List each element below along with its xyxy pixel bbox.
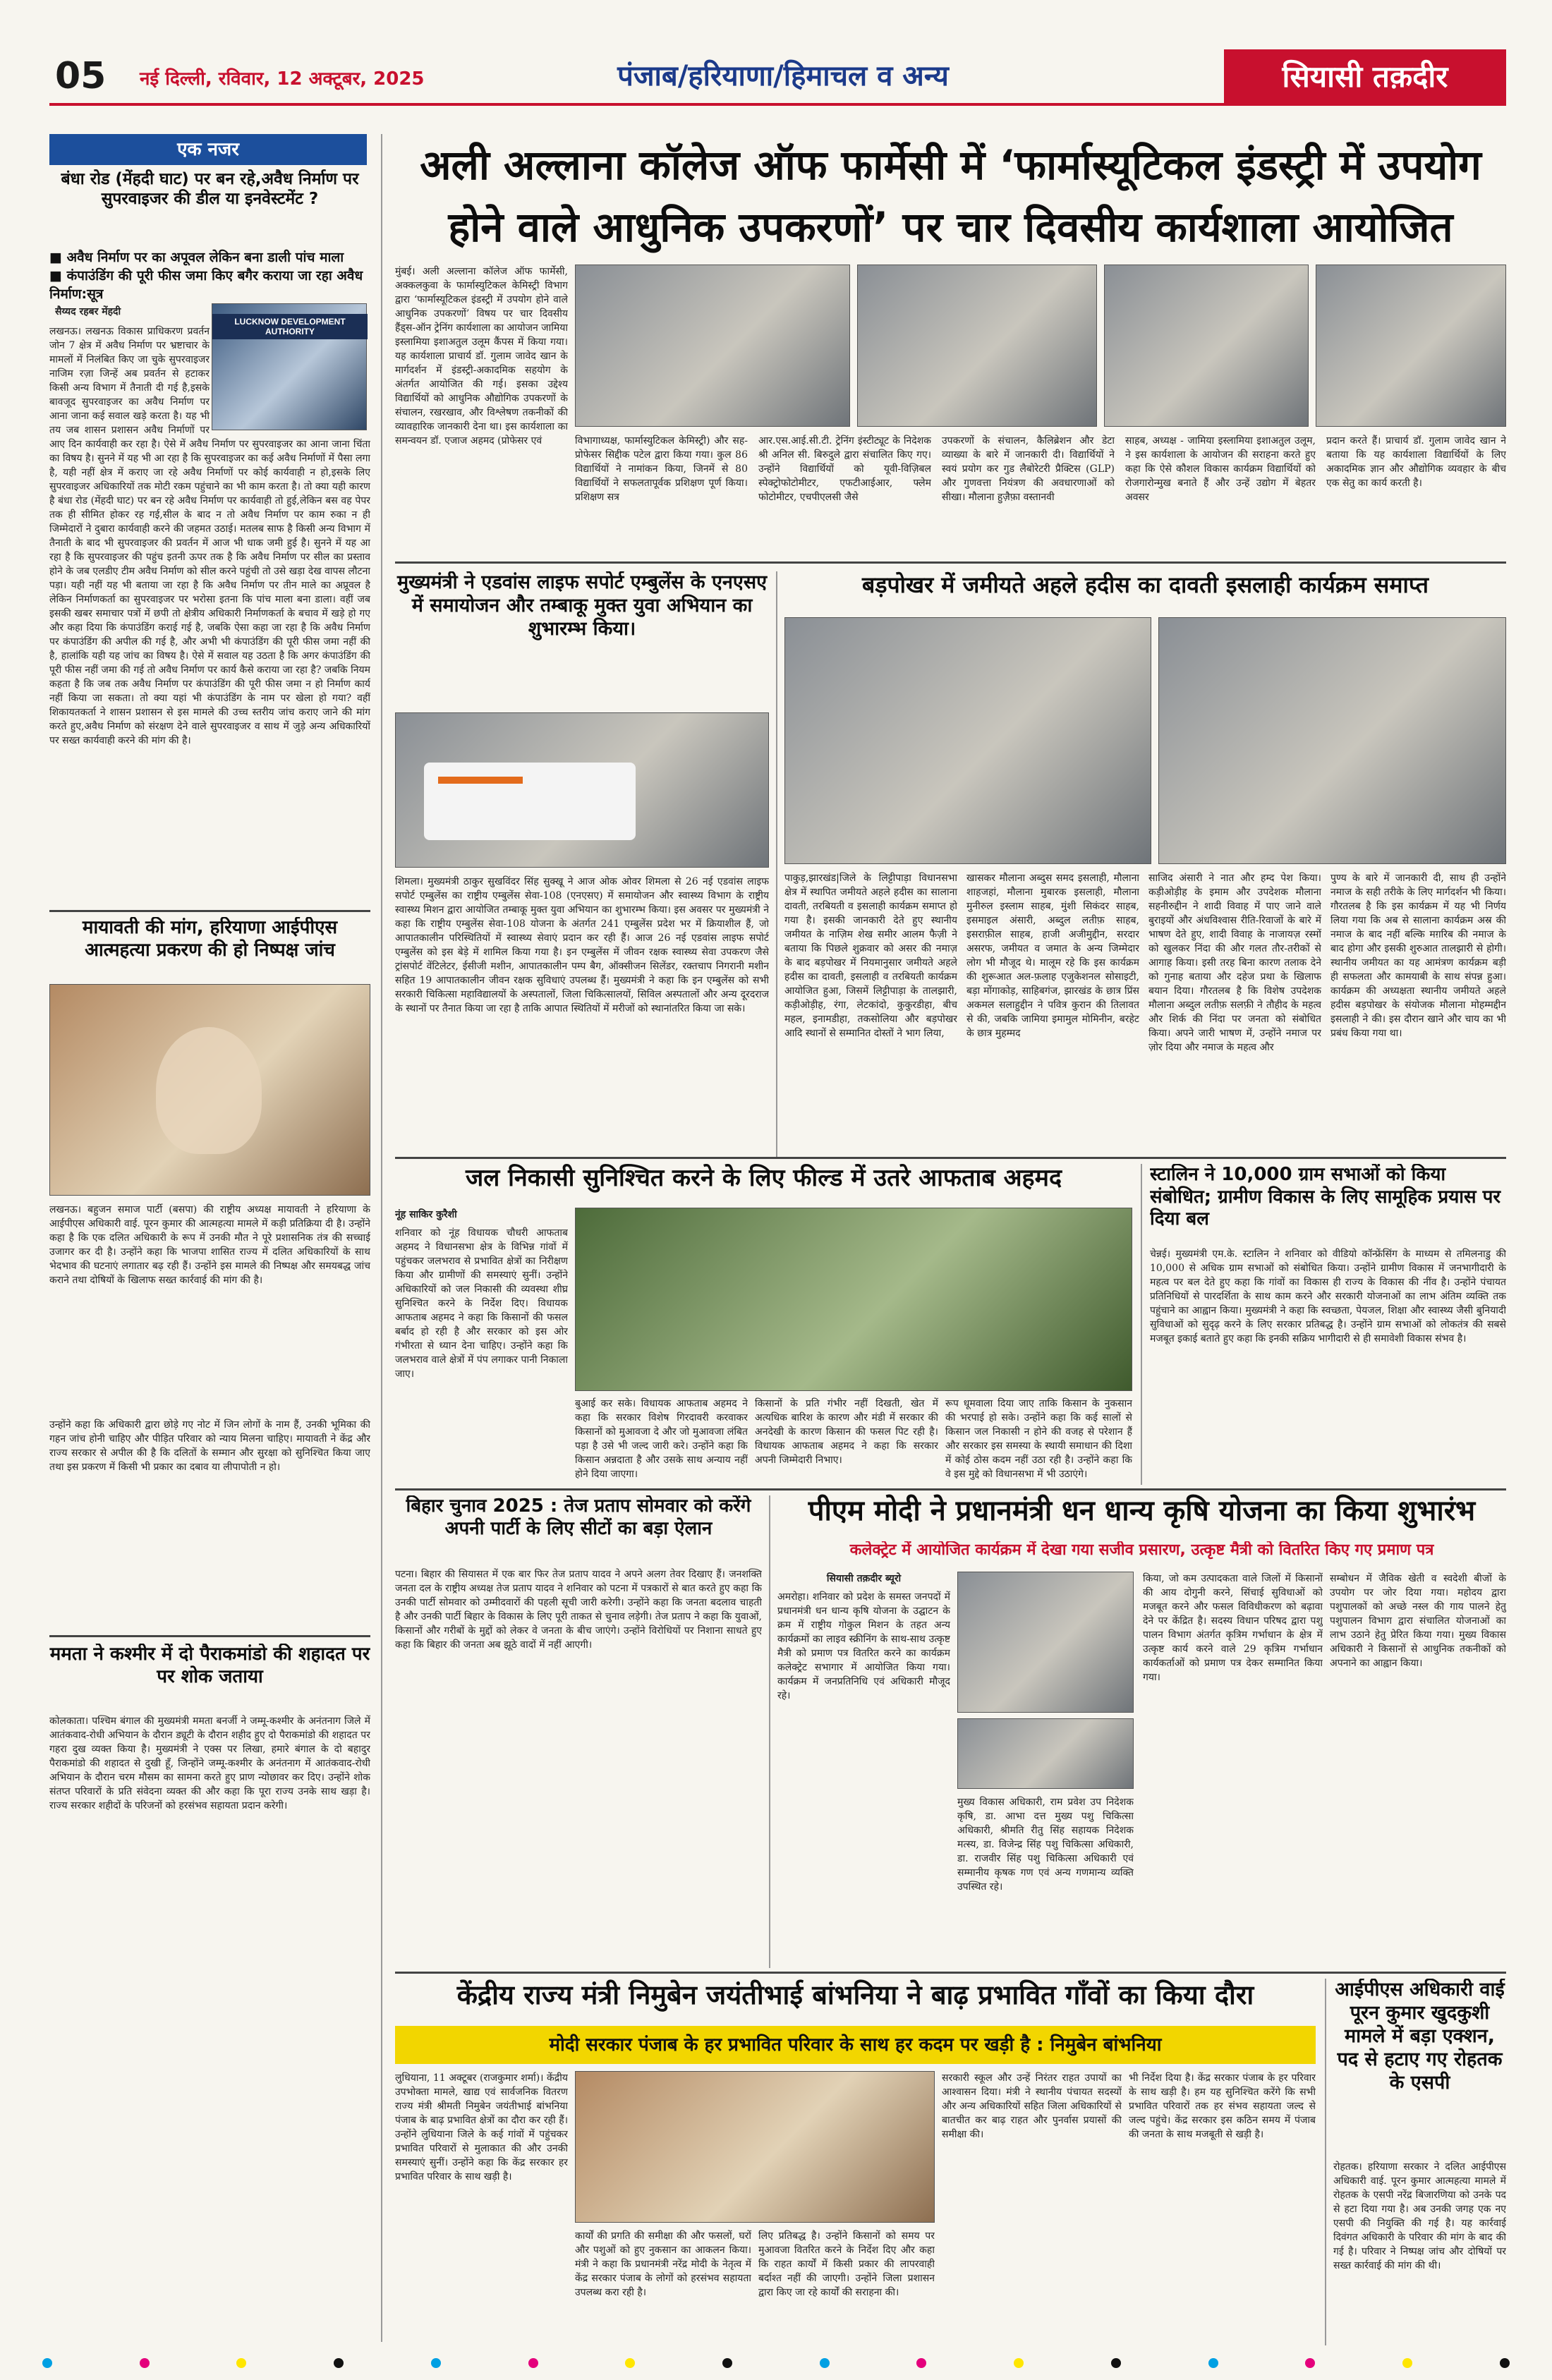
divider <box>49 910 370 912</box>
aftab-field-photo <box>575 1208 1132 1391</box>
pm-modi-headline: पीएम मोदी ने प्रधानमंत्री धन धान्य कृषि योजना का किया शुभारंभ <box>808 1495 1476 1527</box>
nimuben-col-2: कार्यों की प्रगति की समीक्षा की और फसलों, घरों और पशुओं को हुए नुकसान का आकलन किया। मंत्री ने कहा कि प्रधानमंत्री नरेंद्र मोदी के नेतृत्व में केंद्र सरकार पंजाब के लोगों को हरसंभव सहायता उपलब्ध करा रही है। <box>575 2230 751 2298</box>
mayawati-headline: मायावती की मांग, हरियाणा आईपीएस आत्महत्या प्रकरण की हो निष्पक्ष जांच <box>82 917 338 961</box>
magenta-dot <box>916 2358 926 2368</box>
cyan-dot <box>42 2358 52 2368</box>
badpokhar-col-2: खासकर मौलाना अब्दुस समद इसलाही, मौलाना शाहजहां, मौलाना मुबारक इसलाही, मौलाना मुनीरुल इस्लाम साहब, मुंशी सिकंदर साहब, इसमाइल अंसारी, अब्दुल लतीफ़ साहब, इसराफ़ील साहब, हाजी अजीमुद्दीन, सरदार असरफ, जमीयत व जमात के अन्य जिम्मेदार लोग भी मौजूद थे। मालूम रहे कि इस कार्यक्रम की शुरूआत अल-फ़लाह एजुकेशनल सोसाइटी, बड़ा मोंगाकोड़, साहिबगंज, झारखंड के छात्र प्रिंस अकमल सलाहुद्दीन ने पवित्र कुरान की तिलावत से की, जबकि जामिया इमामुल मोमिनीन, बरहेट के छात्र मुहम्मद <box>966 873 1139 1039</box>
aftab-col-2: बुआई कर सके। विधायक आफताब अहमद ने कहा कि सरकार विशेष गिरदावरी करवाकर किसानों को मुआवजा दे और जो मुआवजा लंबित पड़ा है उसे भी जल्द जारी करे। उन्होंने कहा कि किसान अन्नदाता है और उसके साथ अन्याय नहीं होने दिया जाएगा। <box>575 1398 748 1480</box>
cyan-dot <box>431 2358 441 2368</box>
pm-modi-col-4: सम्बोधन में जैविक खेती व स्वदेशी बीजों के उपयोग पर जोर दिया गया। महोदय द्वारा पशुपालकों को अच्छे नस्ल की गाय पालने हेतु पशुपालन विभाग द्वारा संचालित योजनाओं का लाभ उठाने हेतु प्रेरित किया गया। मुख्य विकास अधिकारी ने किसानों से आधुनिक तकनीकों को अपनाने का आह्वान किया। <box>1330 1573 1506 1669</box>
cyan-dot <box>820 2358 830 2368</box>
gathering-photo-1 <box>784 617 1151 864</box>
pm-modi-byline: सियासी तक़दीर ब्यूरो <box>826 1573 902 1584</box>
yellow-dot <box>1014 2358 1024 2368</box>
lead-col-1: मुंबई। अली अल्लाना कॉलेज ऑफ फार्मेसी, अक्कलकुवा के फार्मास्युटिकल केमिस्ट्री विभाग द्वारा ‘फार्मास्यूटिकल इंडस्ट्री में उपयोग होने वाले आधुनिक उपकरणों’ विषय पर चार दिवसीय हैंड्स-ऑन ट्रेनिंग कार्यशाला का आयोजन जामिया इस्लामिया इशाअतुल उलूम कैंपस में किया गया। यह कार्यशाला प्राचार्य डॉ. गुलाम जावेद खान के मार्गदर्शन में इंडस्ट्री-अकादमिक सहयोग के अंतर्गत आयोजित की गई। इसका उद्देश्य विद्यार्थियों को आधुनिक औद्योगिक उपकरणों के संचालन, रखरखाव, और विश्लेषण तकनीकों की व्यावहारिक जानकारी देना था। इस कार्यशाला का समन्वयन डॉ. एजाज अहमद (प्रोफेसर एवं <box>395 266 568 447</box>
badpokhar-col-4: पुण्य के बारे में जानकारी दी, साथ ही उन्होंने नमाज के सही तरीके के लिए मार्गदर्शन भी किया। गौरतलब है कि इस कार्यक्रम में यह भी निर्णय लिया गया कि अब से सालाना कार्यक्रम अस्र की नमाज के बाद नहीं बल्कि मग़रिब की नमाज के बाद होगा और इसकी शुरुआत तालझारी से होगी। स्थानीय जमीयत का यह आमंत्रण कार्यक्रम बड़ी ही सफलता और कामयाबी के साथ संपन्न हुआ। कार्यक्रम की अध्यक्षता स्थानीय जमीयते अहले हदीस बड़पोखर के संयोजक मौलाना मोहम्मद्दीन इसलाही ने की। इस दौरान खाने और चाय का भी प्रबंध किया गया था। <box>1330 873 1506 1039</box>
lead-headline: अली अल्लाना कॉलेज ऑफ फार्मेसी में ‘फार्मास्यूटिकल इंडस्ट्री में उपयोग होने वाले आधुनिक उपकरणों’ पर चार दिवसीय कार्यशाला आयोजित <box>420 141 1481 251</box>
nimuben-visit-photo <box>575 2071 935 2223</box>
bihar-headline: बिहार चुनाव 2025 : तेज प्रताप सोमवार को करेंगे अपनी पार्टी के लिए सीटों का बड़ा ऐलान <box>406 1495 751 1539</box>
nimuben-col-4: सरकारी स्कूल और उन्हें निरंतर राहत उपायों का आश्वासन दिया। मंत्री ने स्थानीय पंचायत सदस्यों और अन्य अधिकारियों सहित जिला अधिकारियों से बातचीत कर बाढ़ राहत और पुनर्वास प्रयासों की समीक्षा की। <box>942 2072 1122 2140</box>
divider <box>395 1488 1506 1490</box>
column-rule <box>769 1495 770 1968</box>
yellow-dot <box>625 2358 635 2368</box>
print-registration-bar <box>0 2355 1552 2372</box>
bihar-body: पटना। बिहार की सियासत में एक बार फिर तेज प्रताप यादव ने अपने अलग तेवर दिखाए हैं। जनशक्ति जनता दल के राष्ट्रीय अध्यक्ष तेज प्रताप यादव ने शनिवार को पटना में पत्रकारों से बात करते हुए कहा कि उनकी पार्टी सोमवार को उम्मीदवारों की पहली सूची जारी करेगी। उन्होंने कहा कि जनता बदलाव चाहती है और उनकी पार्टी बिहार के विकास के लिए पूरी ताकत से चुनाव लड़ेगी। तेज प्रताप ने कहा कि युवाओं, किसानों और गरीबों के मुद्दों को लेकर वे जनता के बीच जाएंगे। उन्होंने विरोधियों पर निशाना साधते हुए कहा कि बिहार की जनता अब झूठे वादों में नहीं आएगी। <box>395 1569 762 1651</box>
badpokhar-headline: बड़पोखर में जमीयते अहले हदीस का दावती इसलाही कार्यक्रम समाप्त <box>862 571 1429 598</box>
lead-col-2: विभागाध्यक्ष, फार्मास्युटिकल केमिस्ट्री) और सह-प्रोफेसर सिद्दीक पटेल द्वारा किया गया। कुल 86 विद्यार्थियों ने नामांकन किया, जिनमें से 80 विद्यार्थियों ने सफलतापूर्वक प्रशिक्षण पूर्ण किया। प्रशिक्षण सत्र <box>575 435 748 503</box>
badpokhar-col-3: साजिद अंसारी ने नात और हम्द पेश किया। कड़ीओड़ीह के इमाम और उपदेशक मौलाना सहनीरुद्दीन ने शादी विवाह में पाए जाने वाले बुराइयों और अंधविश्वास रीति-रिवाजों के बारे में भाषण देते हुए, शादी विवाह के नाजायज़ रस्मों को खुलकर निंदा की और गलत तौर-तरीकों से आगाह किया। इसी तरह बिना कारण तलाक देने को गुनाह बताया और दहेज प्रथा के खिलाफ बयान दिया। गौरतलब है कि विशेष उपदेशक मौलाना अब्दुल लतीफ़ सलफ़ी ने तौहीद के महत्व और शिर्क की निंदा पर जनता को संबोधित किया। अपने जारी भाषण में, उन्होंने नमाज पर ज़ोर दिया और नमाज के महत्व और <box>1148 873 1321 1053</box>
ips-body: रोहतक। हरियाणा सरकार ने दलित आईपीएस अधिकारी वाई. पूरन कुमार आत्महत्या मामले में रोहतक के एसपी नरेंद्र बिजारणिया को उनके पद से हटा दिया गया है। अब उनकी जगह एक नए एसपी की नियुक्ति की गई है। यह कार्रवाई दिवंगत अधिकारी के परिवार की मांग के बाद की गई है। परिवार ने निष्पक्ष जांच और दोषियों पर सख्त कार्रवाई की मांग की थी। <box>1333 2161 1506 2271</box>
pm-event-photo-2 <box>957 1718 1134 1789</box>
newspaper-brand: सियासी तक़दीर <box>1224 49 1506 104</box>
mayawati-figure <box>156 1027 262 1154</box>
nimuben-col-1: लुधियाना, 11 अक्टूबर (राजकुमार शर्मा)। केंद्रीय उपभोक्ता मामले, खाद्य एवं सार्वजनिक वितरण राज्य मंत्री श्रीमती निमुबेन जयंतीभाई बांभनिया पंजाब के बाढ़ प्रभावित क्षेत्रों का दौरा कर रही हैं। उन्होंने लुधियाना जिले के कई गांवों में पहुंचकर प्रभावित परिवारों से मुलाकात की और उनकी समस्याएं सुनीं। उन्होंने कहा कि केंद्र सरकार हर प्रभावित परिवार के साथ खड़ी है। <box>395 2072 568 2182</box>
cm-ambulance-headline: मुख्यमंत्री ने एडवांस लाइफ सपोर्ट एम्बुलेंस के एनएसए में समायोजन और तम्बाकू मुक्त युवा अभियान का शुभारम्भ किया। <box>396 571 768 640</box>
magenta-dot <box>528 2358 538 2368</box>
photo-spacer <box>210 324 370 432</box>
aftab-byline: नूंह साकिर कुरैशी <box>395 1209 457 1220</box>
lead-col-6: प्रदान करते हैं। प्राचार्य डॉ. गुलाम जावेद खान ने बताया कि यह कार्यशाला विद्यार्थियों के लिए अकादमिक ज्ञान और औद्योगिक व्यवहार के बीच एक सेतु का कार्य करती है। <box>1326 435 1506 489</box>
yellow-dot <box>1402 2358 1412 2368</box>
lead-col-4: उपकरणों के संचालन, कैलिब्रेशन और डेटा व्याख्या के बारे में जानकारी दी। विद्यार्थियों ने स्वयं प्रयोग कर गुड लैबोरेटरी प्रैक्टिस (GLP) और गुणवत्ता नियंत्रण की अवधारणाओं को सीखा। मौलाना हुज़ैफ़ा वस्तानवी <box>942 435 1115 503</box>
divider <box>49 1635 370 1637</box>
nimuben-col-5: भी निर्देश दिया है। केंद्र सरकार पंजाब के हर परिवार के साथ खड़ी है। हम यह सुनिश्चित करेंगे कि सभी प्रभावित परिवारों तक हर संभव सहायता जल्द से जल्द पहुंचे। केंद्र सरकार इस कठिन समय में पंजाब की जनता के साथ मजबूती से खड़ी है। <box>1129 2072 1316 2140</box>
date-line: नई दिल्ली, रविवार, 12 अक्टूबर, 2025 <box>140 68 425 90</box>
aftab-headline: जल निकासी सुनिश्चित करने के लिए फील्ड में उतरे आफताब अहमद <box>465 1164 1062 1192</box>
stalin-headline: स्टालिन ने 10,000 ग्राम सभाओं को किया संबोधित; ग्रामीण विकास के लिए सामूहिक प्रयास पर दिया बल <box>1150 1164 1501 1230</box>
ek-nazar-label: एक नजर <box>49 134 367 165</box>
lead-col-3: आर.एस.आई.सी.टी. ट्रेनिंग इंस्टीट्यूट के निदेशक श्री अनिल सी. बिरुदुले द्वारा संचालित किए गए। उन्होंने विद्यार्थियों को यूवी-विज़िबल स्पेक्ट्रोफोटोमीटर, एफटीआईआर, फ्लेम फोटोमीटर, एचपीएलसी जैसे <box>758 435 931 503</box>
badpokhar-col-1: पाकुड़,झारखंड|जिले के लिट्टीपाड़ा विधानसभा क्षेत्र में स्थापित जमीयते अहले हदीस का सालाना दावती, तरबियती व इसलाही कार्यक्रम समाप्त हो गया है। इसकी जानकारी देते हुए स्थानीय जमीयत के नाज़िम शेख समीर आलम फैज़ी ने बताया कि पिछले शुक्रवार को असर की नमाज़ के बाद बड़पोखर में नियमानुसार जमीयते अहले हदीस का दावती, इसलाही व तरबियती कार्यक्रम आयोजित हुआ, जिसमें लिट्टीपाड़ा के तालझारी, कड़ीओड़ीह, रंगा, लेटकांदो, कुकुरडीहा, बीच महल, इनामडीहा, तकसोलिया और बड़पोखर आदि स्थानों से सम्मानित दोस्तों ने भाग लिया, <box>784 873 957 1039</box>
black-dot <box>722 2358 732 2368</box>
aftab-col-1: शनिवार को नूंह विधायक चौधरी आफताब अहमद ने विधानसभा क्षेत्र के विभिन्न गांवों में पहुंचकर जलभराव से प्रभावित क्षेत्रों का निरीक्षण किया और ग्रामीणों की समस्याएं सुनीं। उन्होंने अधिकारियों को जल निकासी की व्यवस्था शीघ्र सुनिश्चित करने के निर्देश दिए। विधायक आफताब अहमद ने कहा कि किसानों की फसल बर्बाद हो रही है और सरकार को इस ओर गंभीरता से ध्यान देना चाहिए। उन्होंने कहा कि जलभराव वाले क्षेत्रों में पंप लगाकर पानी निकाला जाए। <box>395 1227 568 1380</box>
magenta-dot <box>140 2358 150 2368</box>
cm-ambulance-body: शिमला। मुख्यमंत्री ठाकुर सुखविंदर सिंह सुक्खू ने आज ओक ओवर शिमला से 26 नई एडवांस लाइफ सपोर्ट एम्बुलेंस का राष्ट्रीय एम्बुलेंस सेवा-108 (एनएसए) में समायोजन और स्वास्थ्य विभाग के राष्ट्रीय स्वास्थ्य मिशन द्वारा आयोजित तम्बाकू मुक्त युवा अभियान का शुभारम्भ किया। इस अवसर पर मुख्यमंत्री ने कहा कि राष्ट्रीय एम्बुलेंस सेवा-108 योजना के अंतर्गत 241 एम्बुलेंस प्रदेश भर में क्रियाशील हैं, जो आपातकालीन परिस्थितियों में स्वास्थ्य सेवाएं प्रदान कर रही हैं। आज 26 नई एडवांस लाइफ सपोर्ट एम्बुलेंस को इस बेड़े में शामिल किया गया है। इन एम्बुलेंस में जीवन रक्षक स्वास्थ्य सेवा उपकरण जैसे ट्रांसपोर्ट वेंटिलेटर, ईसीजी मशीन, आपातकालीन पम्प बैग, ऑक्सीजन सिलेंडर, रक्तचाप निगरानी मशीन सहित 19 आपातकालीन जीवन रक्षक सुविधाएं उपलब्ध हैं। मुख्यमंत्री ने कहा कि इन एम्बुलेंस को सभी सरकारी चिकित्सा महाविद्यालयों के अस्पतालों, जिला चिकित्सालयों, सिविल अस्पतालों और अन्य दूरदराज के स्थानों पर तैनात किया जा रहा है ताकि आपात स्थितियों में मरीजों को स्थानांतरित किया जा सके। <box>395 876 769 1014</box>
pm-modi-col-3: किया, जो कम उत्पादकता वाले जिलों में किसानों की आय दोगुनी करने, सिंचाई सुविधाओं को मजबूत करने और फसल विविधीकरण को बढ़ावा देने पर केंद्रित है। सदस्य विधान परिषद द्वारा पशु पालन विभाग अंतर्गत कृत्रिम गर्भाधान के क्षेत्र में उत्कृष्ट कार्य करने वाले 29 कृत्रिम गर्भाधान कार्यकर्ताओं को प्रमाण पत्र देकर सम्मानित किया गया। <box>1143 1573 1323 1683</box>
mamata-headline: ममता ने कश्मीर में दो पैराकमांडो की शहादत पर पर शोक जताया <box>49 1644 370 1687</box>
workshop-photo-3 <box>1104 265 1309 427</box>
pm-modi-col-2: मुख्य विकास अधिकारी, राम प्रवेश उप निदेशक कृषि, डा. आभा दत्त मुख्य पशु चिकित्सा अधिकारी, श्रीमति रीतु सिंह सहायक निदेशक मत्स्य, डा. विजेन्द्र सिंह पशु चिकित्सा अधिकारी, डा. राजवीर सिंह पशु चिकित्सा अधिकारी एवं सम्मानीय कृषक गण एवं अन्य गणमान्य व्यक्ति उपस्थित रहे। <box>957 1797 1134 1893</box>
story-bandha-road-body: लखनऊ। लखनऊ विकास प्राधिकरण प्रवर्तन जोन 7 क्षेत्र में अवैध निर्माण पर भ्रष्टाचार के मामलों में निलंबित किए जा चुके सुपरवाइजर नाजिम रज़ा जिन्हें अब प्रवर्तन से हटाकर किसी अन्य विभाग में तैनाती दी गई है,इसके बावजूद सुपरवाइजर का अवैध निर्माण पर आना जाना कई सवाल खड़े करता है। यह भी तय जब शासन प्रशासन अवैध निर्माणों पर आए दिन कार्यवाही कर रहा है। ऐसे में अवैध निर्माण पर सुपरवाइजर का आना जाना चिंता का विषय है। सुनने में यह भी आ रहा है कि सुपरवाइजर का कई अवैध निर्माणों में पैसा लगा है, यही नहीं क्षेत्र में कराए जा रहे अवैध निर्माणों पर कोई कार्यवाही न हो,इसके लिए सुपरवाइजर अधिकारियों तक मोटी रकम पहुंचाने का भी काम करता है। तो क्या यही कारण है बंधा रोड (मेंहदी घाट) पर बन रहे अवैध निर्माण पर कार्यवाही तो हुई,लेकिन बस वह पेपर तक ही सीमित होकर रह गई,सील के बाद न तो अवैध निर्माण पर काम रुका न ही जिम्मेदारों ने दुबारा कार्यवाही करने की जहमत उठाई। मतलब साफ है किसी अन्य विभाग में तैनाती के बाद भी सुपरवाइजर की प्रवर्तन में आज भी धाक जमी हुई है। सुनने में यह आ रहा है कि सुपरवाइजर की पहुंच इतनी ऊपर तक है कि अवैध निर्माण पर सील का प्रस्ताव होने के जब एलडीए टीम अवैध निर्माण को सील करने पहुंची तो उसे खड़ा देख वापस लौटना पड़ा। यही नहीं यह भी बताया जा रहा है कि अवैध निर्माण पर तीन माले का अप्रूवल है लेकिन निर्माणकर्ता का सुपरवाइजर पर भरोसा इतना कि पांच माला बना डाला। वहीं जब इसकी खबर समाचार पत्रों में छपी तो क्षेत्रीय अधिकारी निर्माणकर्ता के बचाव में खड़े हो गए और कहा दिया कि कंपाउंडिंग कराई गई है, जबकि ऐसा कहा जा रहा है कि अवैध निर्माण पर कंपाउंडिंग की अपील की गई है, और अभी भी कंपाउंडिंग की पूरी फीस जमा नहीं की है, हालांकि यही यह जांच का विषय है। ऐसे में सवाल यह उठता है कि अगर कंपाउंडिंग की पूरी फीस नहीं जमा की गई तो अवैध निर्माण पर कार्य कैसे कराया जा रहा है? जबकि नियम कहता है कि जब तक अवैध निर्माण पर कंपाउंडिंग की पूरी फीस जमा न हो निर्माण कार्य नहीं किया जा सकता। तो क्या यहां भी कंपाउंडिंग के नाम पर खेला हो गया? वहीं शिकायतकर्ता ने शासन प्रशासन से इस मामले की उच्च स्तरीय जांच कराए जाने की मांग करते हुए,अवैध निर्माण को संरक्षण देने वाले सुपरवाइजर व साथ में जुड़े अन्य अधिकारियों पर सख्त कार्यवाही करने की मांग की है। <box>49 326 370 746</box>
top-rule <box>49 103 1506 106</box>
black-dot <box>1500 2358 1510 2368</box>
cyan-dot <box>1208 2358 1218 2368</box>
ambulance-vehicle <box>424 763 636 840</box>
black-dot <box>334 2358 344 2368</box>
column-rule <box>1141 1164 1142 1485</box>
workshop-photo-4 <box>1316 265 1506 427</box>
mayawati-photo <box>49 984 370 1196</box>
column-rule <box>1325 1979 1326 2345</box>
nimuben-col-3: लिए प्रतिबद्ध है। उन्होंने किसानों को समय पर मुआवजा वितरित करने के निर्देश दिए और कहा कि राहत कार्यों में किसी प्रकार की लापरवाही बर्दाश्त नहीं की जाएगी। उन्होंने जिला प्रशासन द्वारा किए जा रहे कार्यों की सराहना की। <box>758 2230 935 2298</box>
lda-sign-text: LUCKNOW DEVELOPMENT AUTHORITY <box>212 314 368 339</box>
column-rule <box>776 571 777 1157</box>
mayawati-body-2: उन्होंने कहा कि अधिकारी द्वारा छोड़े गए नोट में जिन लोगों के नाम हैं, उनकी भूमिका की गहन जांच होनी चाहिए और पीड़ित परिवार को न्याय मिलना चाहिए। मायावती ने केंद्र और राज्य सरकार से अपील की है कि दलितों के सम्मान और सुरक्षा को सुनिश्चित किया जाए तथा इस प्रकरण में किसी भी प्रकार का दबाव या लीपापोती न हो। <box>49 1419 370 1473</box>
divider <box>395 561 1506 564</box>
page-number: 05 <box>55 55 107 97</box>
story-bandha-road-bullet-2: ■ कंपाउंडिंग की पूरी फीस जमा किए बगैर कराया जा रहा अवैध निर्माण:सूत्र <box>49 268 363 302</box>
stalin-body: चेन्नई। मुख्यमंत्री एम.के. स्टालिन ने शनिवार को वीडियो कॉन्फ्रेंसिंग के माध्यम से तमिलनाडु की 10,000 से अधिक ग्राम सभाओं को संबोधित किया। उन्होंने ग्रामीण विकास में जनभागीदारी के महत्व पर बल देते हुए कहा कि गांवों का विकास ही राज्य के विकास की नींव है। उन्होंने पंचायत प्रतिनिधियों से पारदर्शिता के साथ काम करने और सरकारी योजनाओं का लाभ अंतिम व्यक्ति तक पहुंचाने का आह्वान किया। मुख्यमंत्री ने कहा कि स्वच्छता, पेयजल, शिक्षा और स्वास्थ्य जैसी बुनियादी सुविधाओं को सुदृढ़ करने के लिए सरकार प्रतिबद्ध है। उन्होंने ग्राम सभाओं को लोकतंत्र की सबसे मजबूत इकाई बताते हुए कहा कि इनकी सक्रिय भागीदारी से ही समावेशी विकास संभव है। <box>1150 1249 1506 1344</box>
workshop-photo-2 <box>857 265 1097 427</box>
black-dot <box>1111 2358 1121 2368</box>
divider <box>395 1972 1506 1974</box>
workshop-photo-1 <box>575 265 850 427</box>
aftab-col-4: रूप धूमवाला दिया जाए ताकि किसान के नुकसान की भरपाई हो सके। उन्होंने कहा कि कई सालों से किसान जल निकासी न होने की वजह से परेशान हैं और सरकार इस समस्या के स्थायी समाधान की दिशा में कोई ठोस कदम नहीं उठा रही है। उन्होंने कहा कि वे इस मुद्दे को विधानसभा में भी उठाएंगे। <box>945 1398 1132 1480</box>
pm-event-photo-1 <box>957 1572 1134 1713</box>
nimuben-headline: केंद्रीय राज्य मंत्री निमुबेन जयंतीभाई बांभनिया ने बाढ़ प्रभावित गाँवों का किया दौरा <box>456 1979 1254 2010</box>
section-title: पंजाब/हरियाणा/हिमाचल व अन्य <box>617 60 949 92</box>
aftab-col-3: किसानों के प्रति गंभीर नहीं दिखती, खेत में अत्यधिक बारिश के कारण और मंडी में सरकार की अनदेखी के कारण किसान की फसल पिट रही है। विधायक आफताब अहमद ने कहा कि सरकार अपनी जिम्मेदारी निभाए। <box>755 1398 938 1466</box>
mayawati-body-1: लखनऊ। बहुजन समाज पार्टी (बसपा) की राष्ट्रीय अध्यक्ष मायावती ने हरियाणा के आईपीएस अधिकारी वाई. पूरन कुमार की आत्महत्या मामले में कड़ी प्रतिक्रिया दी है। उन्होंने कहा है कि एक दलित अधिकारी के रूप में उनकी मौत ने पूरे प्रशासनिक तंत्र की सच्चाई उजागर कर दी है। उन्होंने कहा कि भाजपा शासित राज्य में दलित अधिकारियों के साथ भेदभाव की घटनाएं लगातार बढ़ रही हैं। उन्होंने इस मामले की निष्पक्ष और समयबद्ध जांच कराने तथा दोषियों के खिलाफ सख्त कार्रवाई की मांग की है। <box>49 1204 370 1286</box>
pm-modi-subhead: कलेक्ट्रेट में आयोजित कार्यक्रम में देखा गया सजीव प्रसारण, उत्कृष्ट मैत्री को वितरित किए गए प्रमाण पत्र <box>849 1541 1434 1559</box>
nimuben-quote-band: मोदी सरकार पंजाब के हर प्रभावित परिवार के साथ हर कदम पर खड़ी है : निमुबेन बांभनिया <box>395 2026 1316 2064</box>
magenta-dot <box>1305 2358 1315 2368</box>
ambulance-stripe <box>438 777 523 784</box>
mamata-body: कोलकाता। पश्चिम बंगाल की मुख्यमंत्री ममता बनर्जी ने जम्मू-कश्मीर के अनंतनाग जिले में आतंकवाद-रोधी अभियान के दौरान ड्यूटी के दौरान शहीद हुए दो पैराकमांडो की शहादत पर गहरा दुख व्यक्त किया है। मुख्यमंत्री ने एक्स पर लिखा, हमारे बंगाल के दो बहादुर पैराकमांडो की शहादत से दुखी हूँ, जिन्होंने जम्मू-कश्मीर के अनंतनाग में आतंकवाद-रोधी अभियान के दौरान चरम मौसम का सामना करते हुए प्राण न्योछावर कर दिए। उन्होंने शोक संतप्त परिवारों के प्रति संवेदना व्यक्त की और कहा कि पूरा राज्य उनके साथ खड़ा है। राज्य सरकार शहीदों के परिजनों को हरसंभव सहायता प्रदान करेगी। <box>49 1716 370 1811</box>
lead-col-5: साहब, अध्यक्ष - जामिया इस्लामिया इशाअतुल उलूम, ने इस कार्यशाला के आयोजन की सराहना करते हुए कहा कि ऐसे कौशल विकास कार्यक्रम विद्यार्थियों को रोजगारोन्मुख बनाते हैं और उन्हें उद्योग में बेहतर अवसर <box>1125 435 1316 503</box>
yellow-dot <box>236 2358 246 2368</box>
column-rule <box>381 134 382 2342</box>
story-bandha-road-byline: सैय्यद रहबर मेंहदी <box>55 306 121 317</box>
story-bandha-road-headline: बंधा रोड (मेंहदी घाट) पर बन रहे,अवैध निर्माण पर सुपरवाइजर की डील या इनवेस्टमेंट ? <box>61 170 359 209</box>
pm-modi-col-1: अमरोहा। शनिवार को प्रदेश के समस्त जनपदों में प्रधानमंत्री धन धान्य कृषि योजना के उद्घाटन के क्रम में राष्ट्रीय गोकुल मिशन के तहत अन्य कार्यक्रमों का लाइव स्क्रीनिंग के साथ-साथ उत्कृष्ट मैत्री को प्रमाण पत्र वितरित करने का कार्यक्रम कलेक्ट्रेट सभागार में आयोजित किया गया। कार्यक्रम में जनप्रतिनिधि एवं अधिकारी मौजूद रहे। <box>777 1591 950 1701</box>
gathering-photo-2 <box>1158 617 1506 864</box>
story-bandha-road-bullet-1: ■ अवैध निर्माण पर का अपूवल लेकिन बना डाली पांच माला <box>49 250 344 265</box>
ambulance-photo <box>395 712 769 868</box>
ips-headline: आईपीएस अधिकारी वाई पूरन कुमार खुदकुशी मामले में बड़ा एक्शन, पद से हटाए गए रोहतक के एसपी <box>1335 1979 1505 2094</box>
divider <box>395 1157 1506 1159</box>
masthead <box>0 0 1552 106</box>
